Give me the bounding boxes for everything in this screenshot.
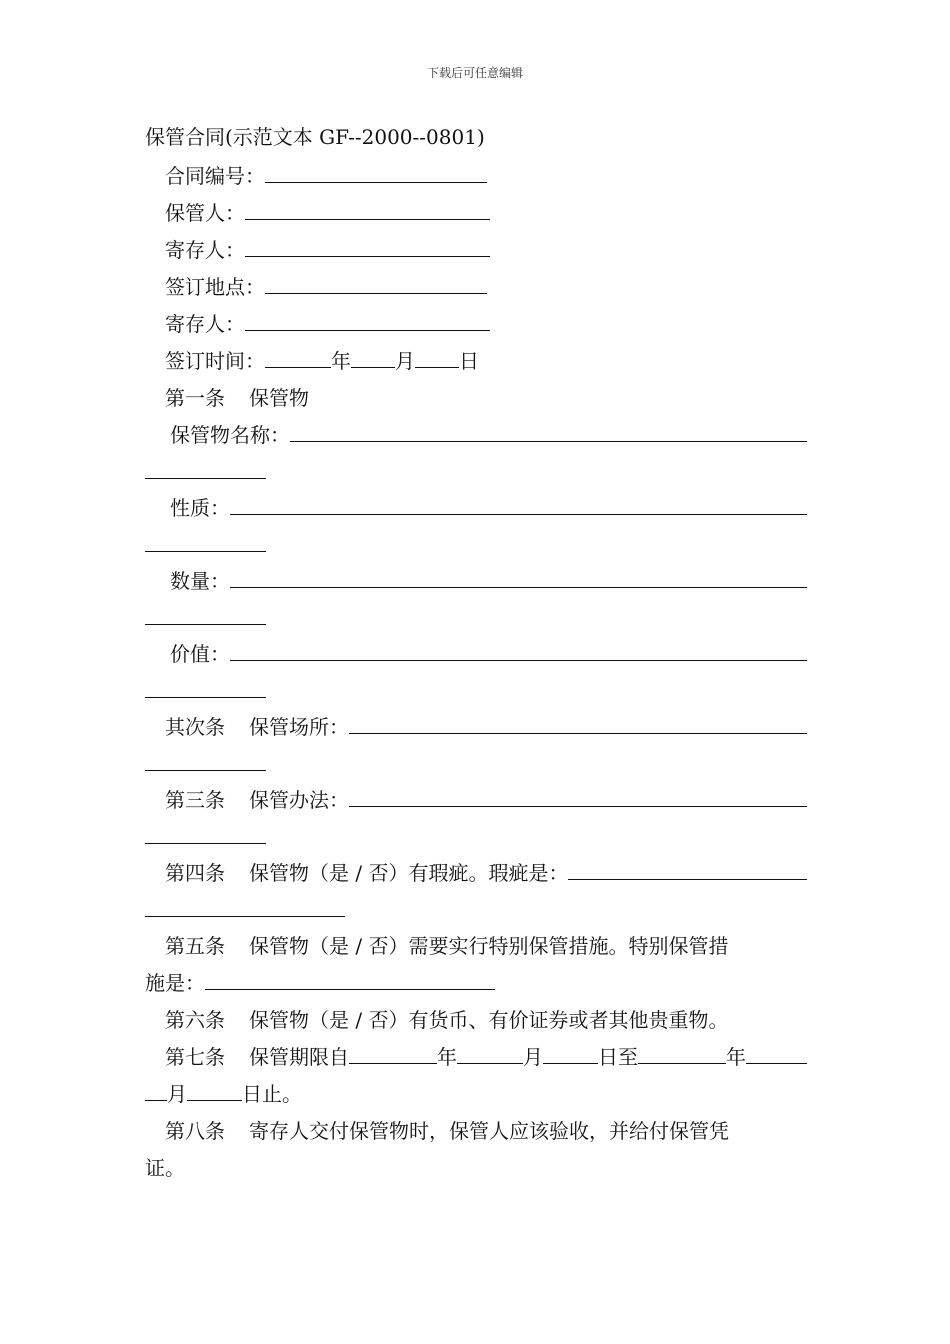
month-label: 月 [167,1082,187,1106]
nature-field [145,490,807,527]
quantity-field [145,563,807,600]
article-number: 第四条 [165,861,225,885]
value-blank[interactable] [230,636,807,661]
custodian-blank[interactable] [245,195,490,220]
depositor-field [145,232,807,269]
storage-place-continuation [145,746,807,768]
field-label: 数量： [170,569,230,593]
depositor-blank-2[interactable] [245,306,490,331]
item-name-continuation [145,454,807,476]
article-text: 保管物（是 / 否）有瑕疵。瑕疵是： [249,861,569,885]
field-label: 价值： [170,642,230,666]
field-label: 寄存人： [165,312,245,336]
item-name-blank[interactable] [290,417,807,442]
defect-blank[interactable] [568,855,807,880]
article-8-line-1 [145,1113,807,1150]
article-5-line-1 [145,928,807,965]
article-text: 保管期限自 [249,1045,349,1069]
article-number: 第七条 [165,1045,225,1069]
article-8-line-2 [145,1150,807,1187]
continuation-blank[interactable] [145,600,266,625]
signing-date-field [145,343,807,380]
article-7-line-1 [145,1039,807,1076]
month-label: 月 [395,349,415,373]
storage-method-blank[interactable] [349,782,807,807]
end-day-blank[interactable] [187,1076,242,1101]
end-year-blank[interactable] [638,1039,726,1064]
contract-number-blank[interactable] [265,158,487,183]
value-field [145,636,807,673]
contract-number-field [145,158,807,195]
article-number: 第五条 [165,934,225,958]
depositor-blank[interactable] [245,232,490,257]
year-label: 年 [437,1045,457,1069]
article-4 [145,855,807,892]
article-number: 第六条 [165,1008,225,1032]
end-month-blank-part[interactable] [746,1039,807,1064]
field-label: 签订地点： [165,275,265,299]
continuation-blank[interactable] [145,673,266,698]
article-text: 保管物（是 / 否）有货币、有价证券或者其他贵重物。 [249,1008,729,1032]
article-text: 保管物（是 / 否）需要实行特别保管措施。特别保管措 [249,934,729,958]
start-year-blank[interactable] [349,1039,437,1064]
article-7-line-2 [145,1076,807,1113]
article-5-line-2 [145,965,807,1002]
year-label: 年 [726,1045,746,1069]
start-month-blank[interactable] [457,1039,523,1064]
month-label: 月 [523,1045,543,1069]
contract-page [145,120,807,1187]
article-number: 第三条 [165,788,225,812]
defect-continuation [145,892,807,914]
item-name-field [145,417,807,454]
field-label: 寄存人： [165,238,245,262]
article-2 [145,709,807,746]
article-title: 保管物 [249,386,309,410]
storage-method-continuation [145,819,807,841]
signing-place-field [145,269,807,306]
year-blank[interactable] [265,343,331,368]
article-6 [145,1002,807,1039]
quantity-blank[interactable] [230,563,807,588]
article-text: 证。 [145,1156,185,1180]
field-label: 保管办法： [249,788,349,812]
nature-continuation [145,527,807,549]
continuation-blank[interactable] [145,746,266,771]
special-measures-blank[interactable] [205,965,495,990]
day-blank[interactable] [415,343,459,368]
continuation-blank[interactable] [145,527,266,552]
value-continuation [145,673,807,695]
storage-place-blank[interactable] [349,709,807,734]
field-label: 合同编号： [165,164,265,188]
article-1-heading [145,380,807,417]
article-text: 施是： [145,971,205,995]
article-3 [145,782,807,819]
article-number: 第一条 [165,386,225,410]
page-header: 下载后可任意编辑 [426,66,523,80]
field-label: 保管场所： [249,715,349,739]
continuation-blank[interactable] [145,892,345,917]
day-label: 日 [459,349,479,373]
field-label: 性质： [170,496,230,520]
continuation-blank[interactable] [145,454,266,479]
nature-blank[interactable] [230,490,807,515]
field-label: 保管物名称： [170,423,290,447]
day-to-label: 日至 [598,1045,638,1069]
article-number: 第八条 [165,1119,225,1143]
contract-title: 保管合同(示范文本 GF--2000--0801) [145,125,485,149]
field-label: 保管人： [165,201,245,225]
month-blank[interactable] [351,343,395,368]
article-number: 其次条 [165,715,225,739]
day-end-label: 日止。 [242,1082,302,1106]
signing-place-blank[interactable] [265,269,487,294]
article-text: 寄存人交付保管物时，保管人应该验收，并给付保管凭 [249,1119,729,1143]
continuation-blank[interactable] [145,819,266,844]
field-label: 签订时间： [165,349,265,373]
quantity-continuation [145,600,807,622]
custodian-field [145,195,807,232]
year-label: 年 [331,349,351,373]
start-day-blank[interactable] [543,1039,598,1064]
depositor-field-2 [145,306,807,343]
end-month-blank[interactable] [145,1076,167,1101]
